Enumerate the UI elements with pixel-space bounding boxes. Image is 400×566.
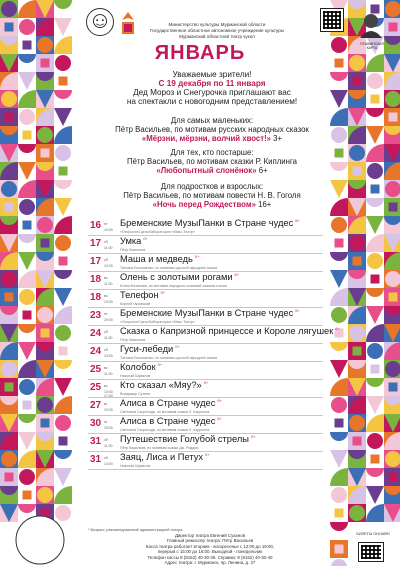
event-time: 19:00	[104, 228, 113, 232]
pushkin-portrait-icon	[356, 10, 386, 38]
event-day: 24	[90, 328, 102, 339]
event-row	[88, 380, 323, 398]
event-time: 13:00	[104, 264, 113, 268]
event-time: 19:00	[104, 408, 113, 412]
tickets-qr-code-icon[interactable]	[358, 542, 384, 562]
event-author: Николай Шувалов	[120, 463, 151, 468]
event-age: 0+	[205, 452, 210, 457]
event-title-line	[120, 272, 239, 282]
group-author: Пётр Васильев, по мотивам сказки Р. Киплинга	[127, 157, 297, 166]
event-row	[88, 344, 323, 362]
event-weekday: сб	[104, 348, 108, 352]
event-time: 11:00	[104, 246, 113, 250]
event-author: Владимир Сутеев	[120, 391, 150, 396]
event-title: Бременские МузыПанки в Стране чудес	[120, 218, 294, 229]
event-age: 6+	[217, 398, 222, 403]
group-show-title: «Любопытный слонёнок»	[156, 166, 257, 175]
event-author: Пётр Васильев, по мотивам сказки Дж. Родари	[120, 445, 199, 450]
event-weekday: сб	[104, 456, 108, 460]
event-row	[88, 362, 323, 380]
event-author: Корней Чуковский	[120, 301, 151, 306]
event-time: 11:00	[104, 372, 113, 376]
group-age: 6+	[256, 166, 268, 175]
group-heading: Для самых маленьких:	[170, 116, 254, 125]
group-older	[92, 148, 332, 175]
event-title-line	[120, 416, 222, 426]
event-author: Светлана Скорохода, по мотивам сказки Л. Кэрролла	[120, 409, 210, 414]
event-weekday: пт	[104, 312, 108, 316]
event-day: 27	[90, 400, 102, 411]
event-weekday: сб	[104, 258, 108, 262]
event-title-line	[120, 434, 256, 444]
event-title-line	[120, 326, 340, 336]
event-weekday: вт	[104, 402, 108, 406]
event-row	[88, 308, 323, 326]
event-time: 13:00	[104, 462, 113, 466]
event-age: 0+	[160, 290, 166, 295]
event-title-line	[120, 380, 208, 390]
event-weekday: вс	[104, 276, 108, 280]
event-age: 6+	[295, 308, 300, 313]
event-day: 31	[90, 436, 102, 447]
event-time: 11:00	[104, 282, 113, 286]
event-age: 0+	[157, 362, 163, 367]
event-age: 0+	[203, 380, 209, 385]
event-age: 0+	[143, 236, 148, 241]
event-title: Маша и медведь	[120, 254, 193, 265]
event-day: 18	[90, 292, 102, 303]
event-day: 25	[90, 364, 102, 375]
event-author: Пётр Васильев	[120, 247, 146, 252]
group-show-title: «Мёрзни, мёрзни, волчий хвост!»	[141, 134, 272, 143]
event-title-line	[120, 362, 162, 372]
event-row	[88, 398, 323, 416]
event-weekday: вс	[104, 384, 108, 388]
event-title: Сказка о Капризной принцессе и Короле лягушек	[120, 326, 334, 337]
intro-greeting: Уважаемые зрители!	[172, 70, 252, 79]
event-author: Пётр Васильев	[120, 337, 146, 342]
event-row	[88, 434, 323, 452]
event-age: 6+	[234, 272, 240, 277]
event-row	[88, 218, 323, 236]
event-day: 23	[90, 310, 102, 321]
intro-text: на спектакли с новогодним представлением!	[126, 97, 298, 106]
event-title-line	[120, 290, 165, 300]
event-title-line	[120, 344, 180, 354]
event-row	[88, 416, 323, 434]
group-heading: Для подростков и взрослых:	[160, 182, 264, 191]
footer-line: Касса театра работает вторник - воскресенье с 12:00 до 19:00,	[145, 543, 275, 549]
org-line: Мурманский областной театр кукол	[179, 34, 255, 39]
event-title: Олень с золотыми рогами	[120, 272, 233, 283]
event-weekday: вс	[104, 366, 108, 370]
event-weekday: пт	[104, 420, 108, 424]
event-day: 24	[90, 346, 102, 357]
event-day: 16	[90, 220, 102, 231]
event-time: 19:00	[104, 426, 113, 430]
event-weekday: пт	[104, 222, 108, 226]
event-title: Колобок	[120, 362, 156, 373]
event-row	[88, 452, 323, 470]
event-title: Алиса в Стране чудес	[120, 398, 216, 409]
event-author: «ОткрытоеСценоЛаборатория «Микс-Театр»	[120, 319, 195, 324]
footer-line: Адрес театра: г. Мурманск, пр. Ленина, д. 27	[164, 560, 256, 566]
event-title-line	[120, 308, 300, 318]
event-title-line	[120, 218, 300, 228]
event-author: Татьяна Волошенко, по мотивам русской народной сказки	[120, 355, 218, 360]
event-weekday: вс	[104, 294, 108, 298]
event-title: Бременские МузыПанки в Стране чудес	[120, 308, 294, 319]
event-age: 0+	[175, 344, 180, 349]
event-title: Кто сказал «Мяу?»	[120, 380, 202, 391]
event-weekday: сб	[104, 240, 108, 244]
event-title: Заяц, Лиса и Петух	[120, 452, 203, 463]
event-author: Юлия Фазанова, по мотивам народных сказаний саамов и коми	[120, 283, 227, 288]
event-author: Николай Шувалов	[120, 373, 151, 378]
qr-code-icon[interactable]	[320, 8, 344, 32]
event-row	[88, 254, 323, 272]
group-age: 3+	[271, 134, 283, 143]
footer-info	[110, 533, 310, 565]
event-time: 11:00	[104, 444, 113, 448]
event-day: 30	[90, 418, 102, 429]
event-weekday: сб	[104, 330, 108, 334]
event-row	[88, 326, 340, 344]
event-title-line	[120, 398, 222, 408]
event-time: 13:00, 17:00	[104, 390, 114, 398]
event-time: 13:00	[104, 300, 113, 304]
event-author: Светлана Скорохода, по мотивам сказки Л. Кэрролла	[120, 427, 210, 432]
age-note: * Возраст, рекомендованный администрацией театра	[88, 528, 183, 532]
intro-dates: С 19 декабря по 11 января	[158, 79, 266, 88]
group-author: Пётр Васильев, по мотивам русских народных сказок	[115, 125, 309, 134]
group-age: 16+	[255, 200, 272, 209]
month-title: ЯНВАРЬ	[154, 42, 246, 64]
event-day: 18	[90, 274, 102, 285]
org-line: Министерство культуры Мурманской области	[168, 22, 266, 27]
footer-line: Директор театра Евгений Суханов	[174, 533, 246, 538]
event-day: 31	[90, 454, 102, 465]
event-title-line	[120, 452, 210, 462]
group-teens	[92, 182, 332, 209]
intro-block	[92, 70, 332, 106]
group-show-title: «Ночь перед Рождеством»	[152, 200, 256, 209]
event-author: Татьяна Волошенко, по мотивам русской народной сказки	[120, 265, 218, 270]
event-title: Гуси-лебеди	[120, 344, 174, 355]
event-row	[88, 272, 323, 290]
event-title: Телефон	[120, 290, 159, 301]
event-age: 0+	[194, 254, 200, 259]
event-time: 13:00	[104, 354, 113, 358]
organization-info	[142, 22, 292, 40]
group-author: Пётр Васильев, по мотивам повести Н. В. Гоголя	[123, 191, 301, 200]
event-age: 6+	[295, 218, 300, 223]
tickets-online-label: БИЛЕТЫ ОНЛАЙН	[356, 532, 390, 536]
group-heading: Для тех, кто постарше:	[170, 148, 254, 157]
regional-logo-icon	[120, 10, 136, 38]
event-weekday: сб	[104, 438, 108, 442]
event-age: 0+	[250, 434, 256, 439]
event-age: 6+	[335, 326, 340, 331]
theatre-logo-icon	[86, 8, 114, 36]
footer-line: Телефон кассы 8 (8152) 40-30-36. Справки: 8 (8152) 40-30-40	[147, 554, 273, 560]
pushkin-card-label: ПУШКИНСКАЯ КАРТА	[360, 42, 384, 50]
event-list	[88, 218, 340, 470]
event-title: Алиса в Стране чудес	[120, 416, 216, 427]
event-age: 6+	[217, 416, 222, 421]
footer-line: Главный режиссёр театра: Пётр Васильев	[166, 538, 254, 544]
event-title-line	[120, 236, 148, 246]
event-time: 11:00	[104, 336, 113, 340]
event-title: Умка	[120, 236, 142, 247]
event-title: Путешествие Голубой стрелы	[120, 434, 249, 445]
event-day: 25	[90, 382, 102, 393]
event-author: «ОткрытоеСценоЛаборатория «Микс-Театр»	[120, 229, 195, 234]
event-row	[88, 236, 323, 254]
org-line: Государственное областное автономное учреждение культуры	[149, 28, 285, 33]
footer-line: перерыв с 15:00 до 16:00. Выходной - понедельник	[157, 549, 263, 555]
event-title-line	[120, 254, 199, 264]
intro-text: Дед Мороз и Снегурочка приглашают вас	[133, 88, 291, 97]
event-time: 19:00	[104, 318, 113, 322]
group-little	[92, 116, 332, 143]
event-row	[88, 290, 323, 308]
event-day: 17	[90, 238, 102, 249]
event-day: 17	[90, 256, 102, 267]
